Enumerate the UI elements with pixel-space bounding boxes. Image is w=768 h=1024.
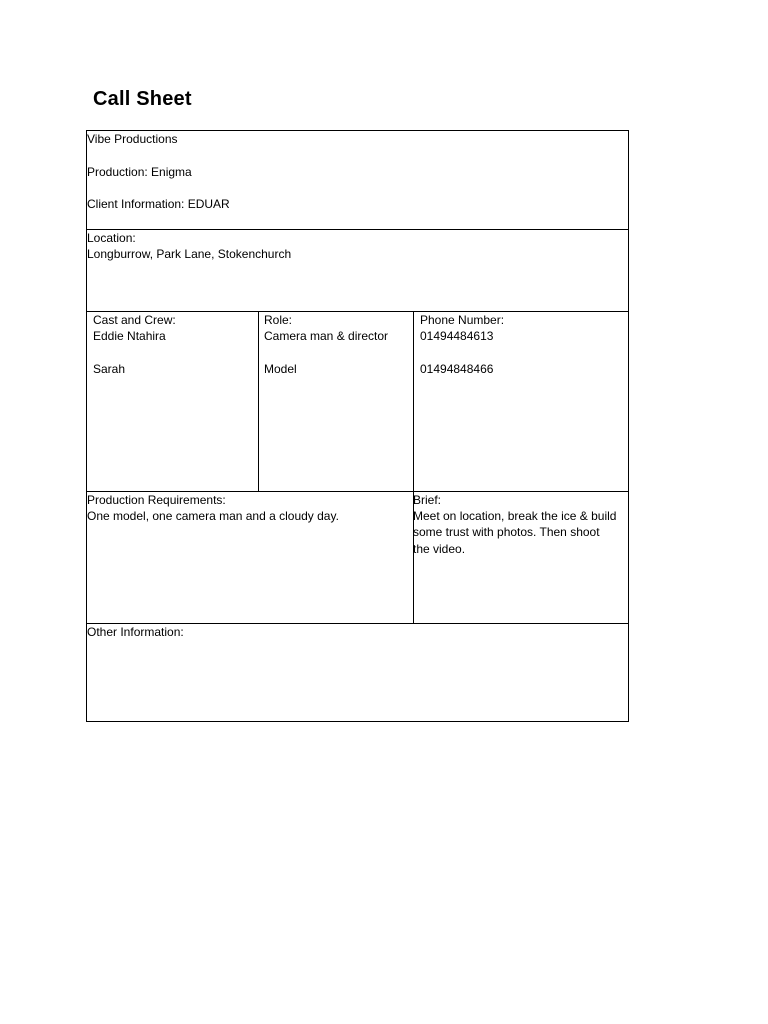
crew-role: Model (264, 362, 297, 376)
divider-role-phone (413, 311, 414, 624)
phone-header: Phone Number: (420, 313, 505, 327)
production-name: Production: Enigma (87, 165, 192, 179)
requirements-label: Production Requirements: (87, 493, 226, 507)
location-value: Longburrow, Park Lane, Stokenchurch (87, 247, 292, 261)
other-information-label: Other Information: (87, 625, 184, 639)
divider-cast-role (258, 311, 259, 491)
crew-role: Camera man & director (264, 329, 389, 343)
brief-label: Brief: (413, 493, 442, 507)
page-title: Call Sheet (93, 88, 192, 110)
location-label: Location: (87, 231, 136, 245)
requirements-value: One model, one camera man and a cloudy day. (87, 509, 339, 523)
crew-phone: 01494848466 (420, 362, 494, 376)
crew-name: Sarah (93, 362, 126, 376)
role-header: Role: (264, 313, 293, 327)
cast-crew-header: Cast and Crew: (93, 313, 176, 327)
crew-phone: 01494484613 (420, 329, 494, 343)
brief-value: Meet on location, break the ice & build some trust with photos. Then shoot the video. (413, 509, 617, 556)
client-information: Client Information: EDUAR (87, 197, 230, 211)
company-name: Vibe Productions (87, 132, 178, 146)
crew-name: Eddie Ntahira (93, 329, 166, 343)
divider-header-location (86, 229, 629, 230)
